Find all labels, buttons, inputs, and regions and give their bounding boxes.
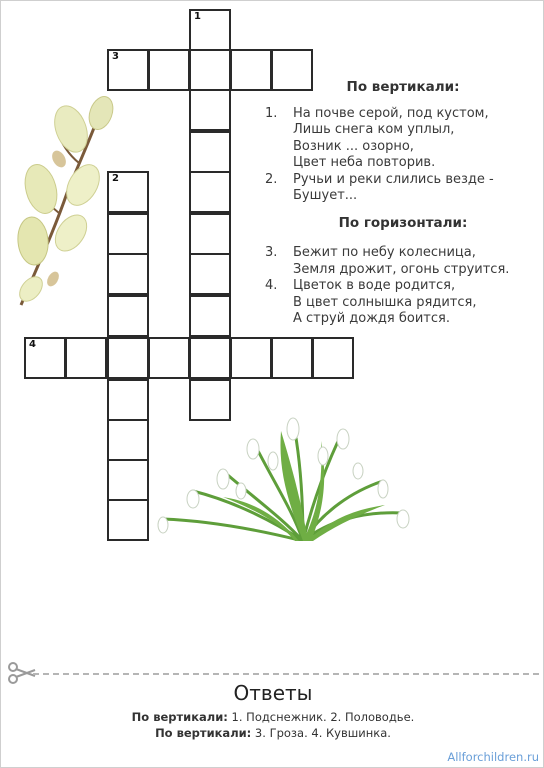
site-link[interactable]: Allforchildren.ru	[447, 750, 539, 764]
clues-panel	[263, 79, 543, 328]
cell-4-4[interactable]	[148, 337, 190, 379]
clue-number: 4.	[265, 278, 278, 293]
clue-number-4: 4	[29, 339, 36, 350]
cell-1-6[interactable]	[189, 213, 231, 255]
cell-4-8[interactable]	[312, 337, 354, 379]
cell-4-1[interactable]	[24, 337, 66, 379]
clue-number-3: 3	[112, 51, 119, 62]
vertical-heading: По вертикали:	[346, 79, 460, 95]
cell-1-8[interactable]	[189, 295, 231, 337]
clue-horizontal-4	[263, 278, 543, 328]
cell-1-1[interactable]	[189, 9, 231, 51]
cell-3-1[interactable]	[107, 49, 149, 91]
cell-2-7[interactable]	[107, 419, 149, 461]
answers-line-2: По вертикали: 3. Гроза. 4. Кувшинка.	[155, 726, 391, 740]
clue-number: 1.	[265, 105, 278, 121]
answers-title: Ответы	[233, 681, 313, 705]
clue-number: 2.	[265, 171, 278, 187]
clue-text: Цветок в воде родится, В цвет солнышка рядится, А струй дождя боится.	[293, 278, 477, 326]
cell-3-2[interactable]	[148, 49, 190, 91]
clue-vertical-1	[263, 106, 543, 172]
cell-1-7[interactable]	[189, 253, 231, 295]
cell-4-2[interactable]	[65, 337, 107, 379]
clue-number-2: 2	[112, 173, 119, 184]
answers-line-1: По вертикали: 1. Подснежник. 2. Половодье.	[131, 710, 415, 724]
pussy-willow-image	[9, 93, 119, 311]
clue-text: Ручьи и реки слились везде - Бушует...	[293, 171, 494, 203]
cut-line	[33, 673, 539, 675]
cell-2-8[interactable]	[107, 459, 149, 501]
cell-1-9[interactable]	[189, 337, 231, 379]
clue-number: 3.	[265, 245, 278, 260]
cell-1-4[interactable]	[189, 131, 231, 173]
cell-1-3[interactable]	[189, 89, 231, 131]
cell-2-9[interactable]	[107, 499, 149, 541]
cell-2-6[interactable]	[107, 379, 149, 421]
cell-4-7[interactable]	[271, 337, 313, 379]
horizontal-heading: По горизонтали:	[338, 214, 468, 231]
clue-text: Бежит по небу колесница, Земля дрожит, огонь струится.	[293, 245, 510, 277]
cell-2-5[interactable]	[107, 337, 149, 379]
cell-1-5[interactable]	[189, 171, 231, 213]
snowdrop-flowers-image	[153, 401, 423, 541]
cell-1-2[interactable]	[189, 49, 231, 91]
clue-number-1: 1	[194, 11, 201, 22]
clue-vertical-2	[263, 172, 543, 205]
clue-text: На почве серой, под кустом, Лишь снега ком уплыл, Возник ... озорно, Цвет неба повторив.	[293, 105, 489, 170]
clue-horizontal-3	[263, 245, 543, 278]
cell-4-6[interactable]	[230, 337, 272, 379]
